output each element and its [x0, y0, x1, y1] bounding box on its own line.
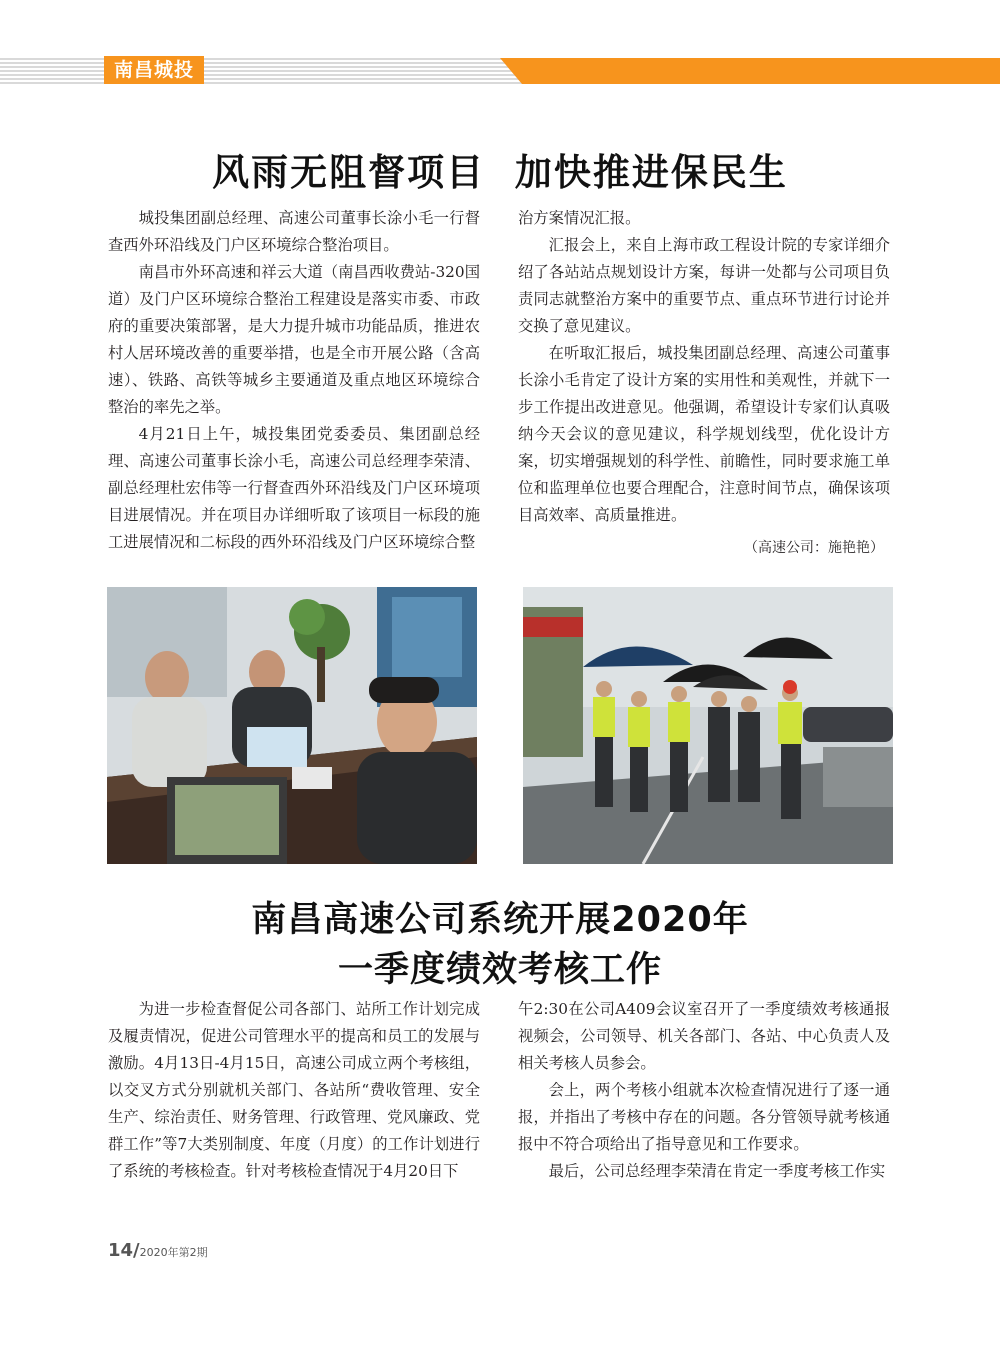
inspection-photo: [523, 587, 893, 864]
article1-title: 风雨无阻督项目 加快推进保民生: [212, 151, 788, 194]
article2-title-line1: 南昌高速公司系统开展2020年: [251, 900, 749, 940]
article1-column-left: [108, 205, 480, 556]
paragraph: 在听取汇报后，城投集团副总经理、高速公司董事长涂小毛肯定了设计方案的实用性和美观性，并就下一步工作提出改进意见。他强调，希望设计专家们认真吸纳今天会议的意见建议，科学规划线型，优化设计方案，切实增强规划的科学性、前瞻性，同时要求施工单位和监理单位也要合理配合，注意时间节点，确保该项目高效率、高质量推进。: [518, 344, 890, 524]
inspection-photo-illustration: [523, 587, 893, 864]
article2-title: [0, 895, 1000, 995]
meeting-photo: [107, 587, 477, 864]
article2-column-right: [518, 996, 890, 1185]
paragraph-continued: 治方案情况汇报。: [518, 209, 641, 227]
paragraph: 最后，公司总经理李荣清在肯定一季度考核工作实: [548, 1162, 886, 1180]
page-footer: [108, 1240, 208, 1261]
issue-label: 2020年第2期: [139, 1246, 208, 1259]
meeting-photo-illustration: [107, 587, 477, 864]
author-credit: （高速公司：施艳艳）: [744, 540, 884, 556]
paragraph: 会上，两个考核小组就本次检查情况进行了逐一通报，并指出了考核中存在的问题。各分管领导就考核通报中不符合项给出了指导意见和工作要求。: [518, 1081, 890, 1153]
article1-column-right: [518, 205, 890, 562]
paragraph: 城投集团副总经理、高速公司董事长涂小毛一行督查西外环沿线及门户区环境综合整治项目。: [108, 209, 480, 254]
header-orange-bar: [500, 58, 1000, 84]
article2-title-line2: 一季度绩效考核工作: [337, 950, 662, 990]
paragraph: 南昌市外环高速和祥云大道（南昌西收费站-320国道）及门户区环境综合整治工程建设是落实市委、市政府的重要决策部署，是大力提升城市功能品质，推进农村人居环境改善的重要举措，也是全市开展公路（含高速）、铁路、高铁等城乡主要通道及重点地区环境综合整治的率先之举。: [108, 263, 480, 416]
paragraph: 4月21日上午，城投集团党委委员、集团副总经理、高速公司董事长涂小毛，高速公司总经理李荣清、副总经理杜宏伟等一行督查西外环沿线及门户区环境项目进展情况。并在项目办详细听取了该项目一标段的施工进展情况和二标段的西外环沿线及门户区环境综合整: [108, 425, 480, 551]
paragraph: 汇报会上，来自上海市政工程设计院的专家详细介绍了各站站点规划设计方案，每讲一处都与公司项目负责同志就整治方案中的重要节点、重点环节进行讨论并交换了意见建议。: [518, 236, 890, 335]
section-tag: 南昌城投: [104, 56, 204, 84]
paragraph-continued: 午2:30在公司A409会议室召开了一季度绩效考核通报视频会，公司领导、机关各部门、各站、中心负责人及相关考核人员参会。: [518, 1000, 890, 1072]
paragraph: 为进一步检查督促公司各部门、站所工作计划完成及履责情况，促进公司管理水平的提高和员工的发展与激励。4月13日-4月15日，高速公司成立两个考核组，以交叉方式分别就机关部门、各站所“费收管理、安全生产、综治责任、财务管理、行政管理、党风廉政、党群工作”等7大类别制度、年度（月度）的工作计划进行了系统的考核检查。针对考核检查情况于4月20日下: [108, 1000, 480, 1180]
article2-column-left: [108, 996, 480, 1185]
page-number: 14/: [108, 1240, 140, 1261]
